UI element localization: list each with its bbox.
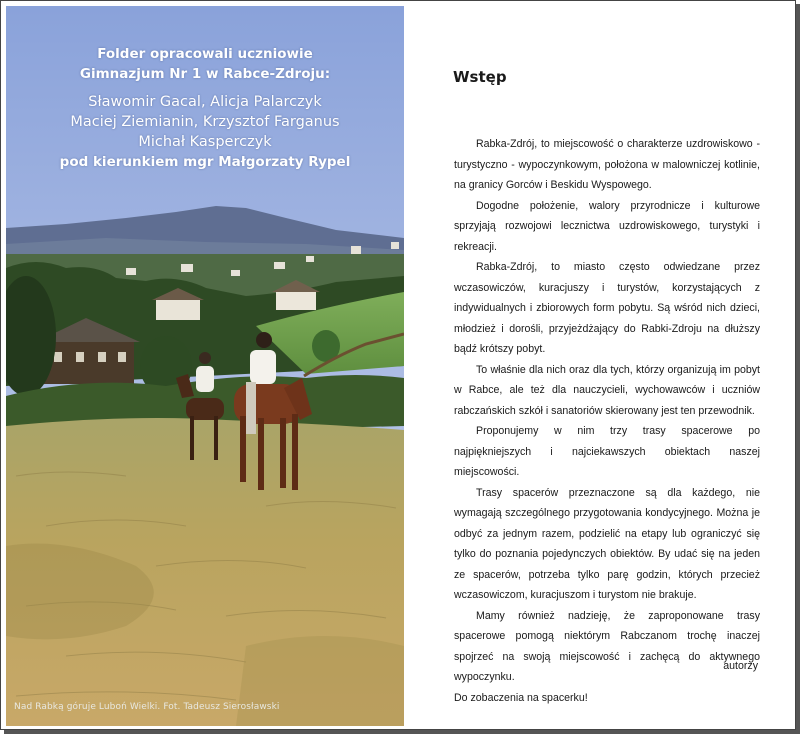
photo-caption: Nad Rabką góruje Luboń Wielki. Fot. Tadeusz Sierosławski — [14, 702, 280, 712]
supervisor-line: pod kierunkiem mgr Małgorzaty Rypel — [59, 154, 351, 170]
signature: autorzy — [723, 660, 758, 672]
introduction-page — [406, 6, 794, 726]
credits-line-2: Gimnazjum Nr 1 w Rabce-Zdroju: — [79, 66, 331, 82]
credits-block — [6, 44, 404, 172]
cover-photo — [6, 6, 404, 726]
paragraph-5: Proponujemy w nim trzy trasy spacerowe po najpiękniejszych i najciekawszych obiektach naszej miejscowości. — [454, 425, 760, 478]
paragraph-2: Dogodne położenie, walory przyrodnicze i kulturowe sprzyjają rozwojowi lecznictwa uzdrowiskowego, turystyki i rekreacji. — [454, 199, 760, 253]
authors-names-2: Maciej Ziemianin, Krzysztof Farganus — [70, 114, 340, 130]
authors-names-3: Michał Kasperczyk — [138, 134, 272, 150]
paragraph-7: Mamy również nadzieję, że zaproponowane trasy spacerowe pomogą niektórym Rabczanom trochę inaczej spojrzeć na swoją miejscowość i zachęcą do aktywnego wypoczynku. — [454, 609, 760, 683]
authors-names-1: Sławomir Gacal, Alicja Palarczyk — [88, 94, 322, 110]
closing-line: Do zobaczenia na spacerku! — [454, 691, 588, 704]
introduction-body — [454, 134, 760, 708]
paragraph-3: Rabka-Zdrój, to miasto często odwiedzane przez wczasowiczów, kuracjuszy i turystów, korzystających z indywidualnych i zbiorowych form pobytu. Są wśród nich dzieci, młodzież i dorośli, przyjeżdżający do Rabki-Zdroju na dłuższy bądź krótszy pobyt. — [454, 261, 760, 355]
credits-line-1: Folder opracowali uczniowie — [97, 46, 313, 62]
paragraph-1: Rabka-Zdrój, to miejscowość o charakterze uzdrowiskowo - turystyczno - wypoczynkowym, położona w malowniczej kotlinie, na granicy Gorców i Beskidu Wyspowego. — [454, 138, 760, 191]
paragraph-4: To właśnie dla nich oraz dla tych, którzy organizują im pobyt w Rabce, ale też dla nauczycieli, wychowawców i uczniów rabczańskich szkół i sanatoriów skierowany jest ten przewodnik. — [454, 363, 760, 417]
paragraph-6: Trasy spacerów przeznaczone są dla każdego, nie wymagają szczególnego przygotowania kondycyjnego. Można je odbyć za jednym razem, podzielić na etapy lub ograniczyć się tylko do poznania pojedynczych obiektów. By udać się na jeden ze spacerów, potrzeba tylko parę godzin, których przecież wczasowiczom, kuracjuszom i turystom nie brakuje. — [454, 486, 760, 601]
page-title: Wstęp — [453, 68, 507, 86]
